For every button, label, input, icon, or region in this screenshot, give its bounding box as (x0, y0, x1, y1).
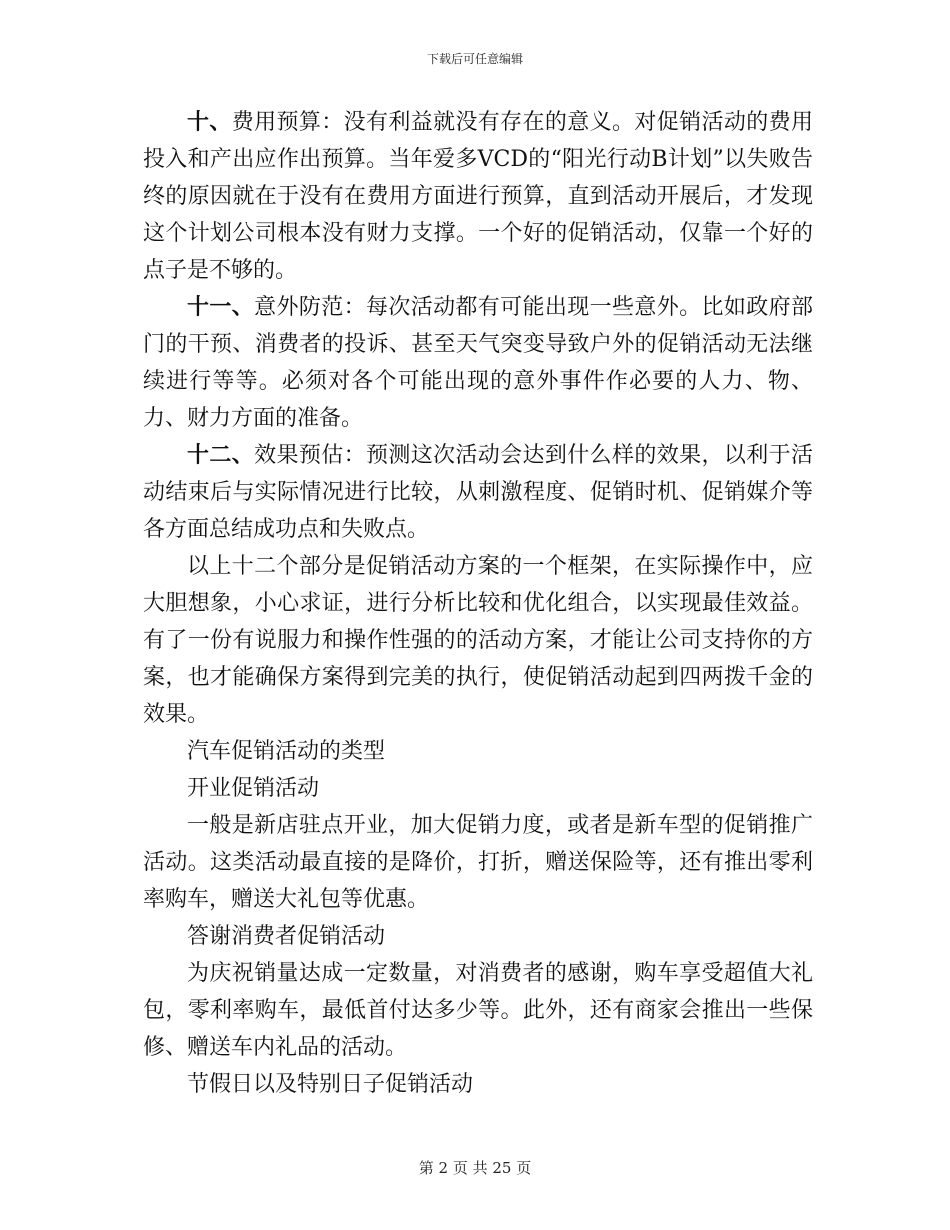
section-12-number: 十二、 (187, 442, 255, 468)
section-10-text: 费用预算：没有利益就没有存在的意义。对促销活动的费用投入和产出应作出预算。当年爱多VCD的“阳光行动B计划”以失败告终的原因就在于没有在费用方面进行预算，直到活动开展后，才发现这个计划公司根本没有财力支撑。一个好的促销活动，仅靠一个好的点子是不够的。 (143, 110, 813, 283)
opening-promotion-paragraph: 一般是新店驻点开业，加大促销力度，或者是新车型的促销推广活动。这类活动最直接的是降价，打折，赠送保险等，还有推出零利率购车，赠送大礼包等优惠。 (143, 813, 813, 912)
page-header: 下载后可任意编辑 (426, 52, 523, 66)
opening-promotion-heading: 开业促销活动 (187, 776, 320, 801)
section-10-paragraph (143, 104, 813, 289)
thanks-promotion-paragraph: 为庆祝销量达成一定数量，对消费者的感谢，购车享受超值大礼包，零利率购车，最低首付达多少等。此外，还有商家会推出一些保修、赠送车内礼品的活动。 (143, 961, 813, 1060)
document-body (143, 104, 813, 1103)
section-11-paragraph (143, 289, 813, 437)
section-11-text: 意外防范：每次活动都有可能出现一些意外。比如政府部门的干预、消费者的投诉、甚至天气突变导致户外的促销活动无法继续进行等等。必须对各个可能出现的意外事件作必要的人力、物、力、财力方面的准备。 (143, 295, 813, 431)
section-12-paragraph (143, 437, 813, 548)
page-footer: 第 2 页 共 25 页 (418, 1159, 532, 1177)
summary-paragraph: 以上十二个部分是促销活动方案的一个框架，在实际操作中，应大胆想象，小心求证，进行分析比较和优化组合，以实现最佳效益。有了一份有说服力和操作性强的的活动方案，才能让公司支持你的方案，也才能确保方案得到完美的执行，使促销活动起到四两拨千金的效果。 (143, 554, 813, 727)
thanks-promotion-heading: 答谢消费者促销活动 (187, 924, 386, 949)
holiday-promotion-heading: 节假日以及特别日子促销活动 (187, 1072, 474, 1097)
section-12-text: 效果预估：预测这次活动会达到什么样的效果，以利于活动结束后与实际情况进行比较，从刺激程度、促销时机、促销媒介等各方面总结成功点和失败点。 (143, 443, 813, 542)
section-11-number: 十一、 (187, 294, 255, 320)
section-10-number: 十、 (187, 109, 232, 135)
promotion-types-heading: 汽车促销活动的类型 (187, 739, 386, 764)
